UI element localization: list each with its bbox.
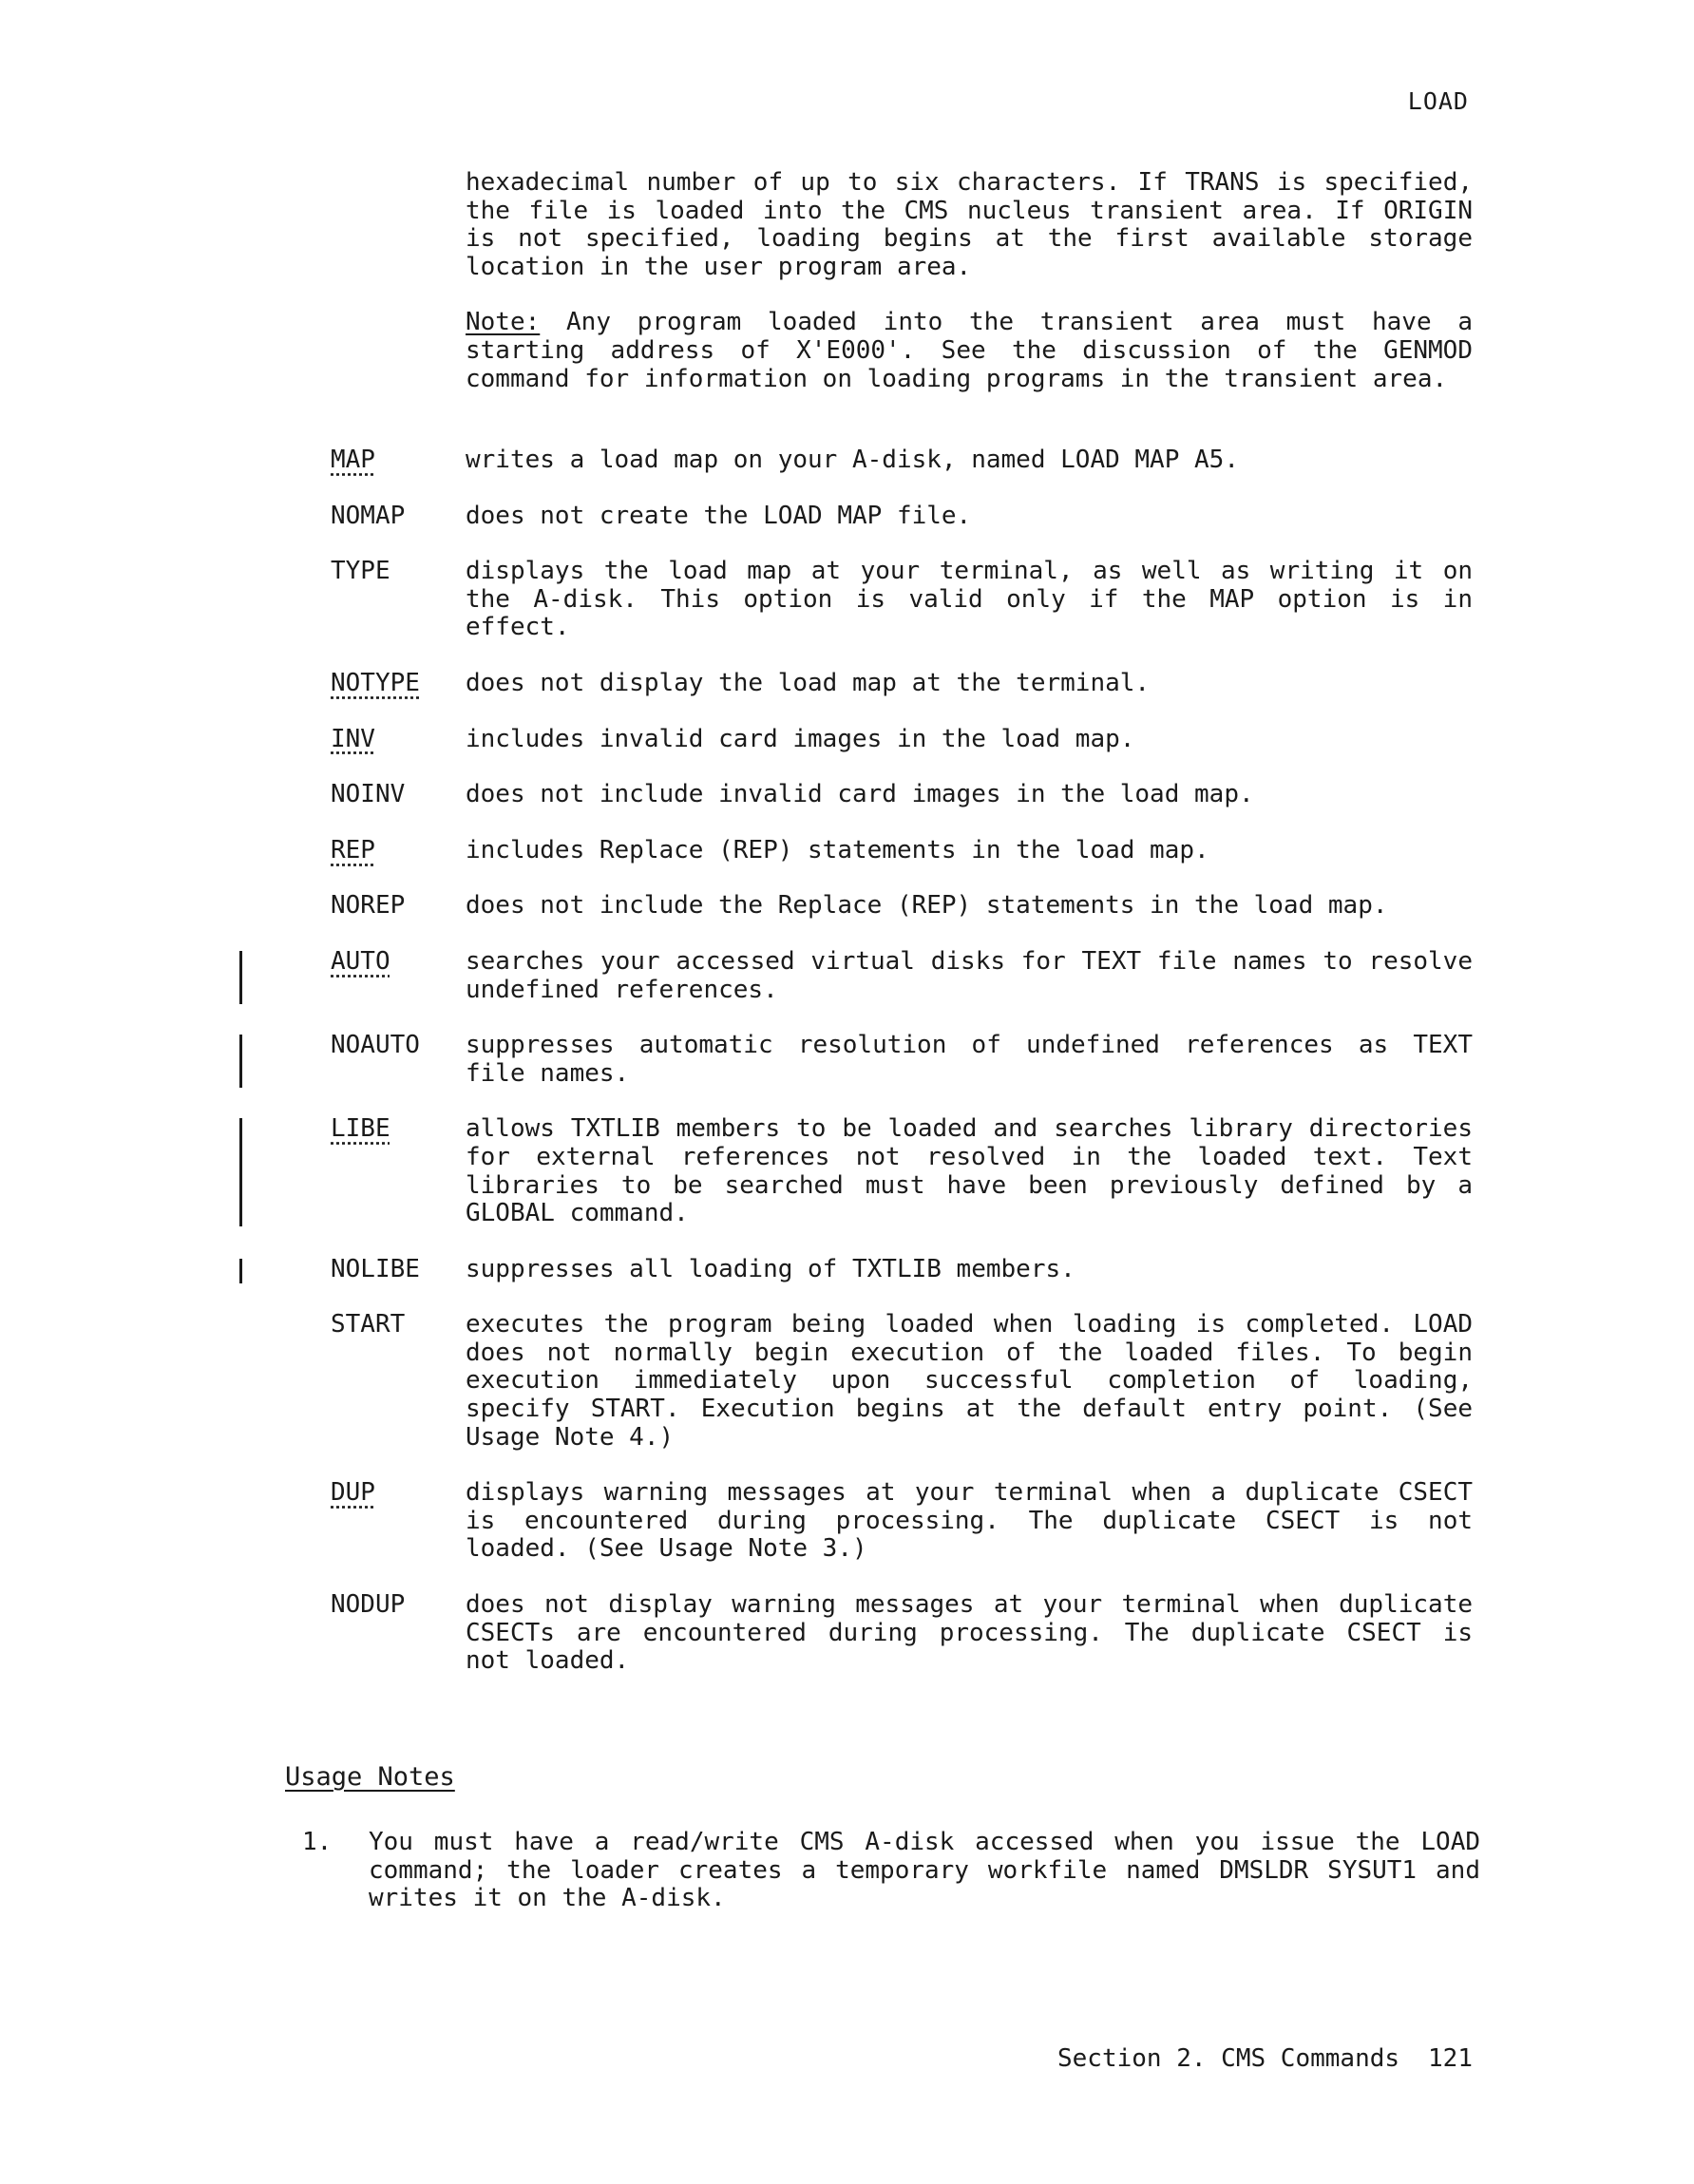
option-description: suppresses all loading of TXTLIB members. bbox=[466, 1254, 1075, 1283]
change-bar bbox=[239, 1259, 242, 1283]
intro-paragraph: hexadecimal number of up to six characters. If TRANS is specified, the file is loaded into the CMS nucleus transient area. If ORIGIN is not specified, loading begins at the first available storage location in the user program area. bbox=[466, 168, 1473, 281]
change-bar bbox=[239, 1118, 242, 1226]
option-description: does not include invalid card images in the load map. bbox=[466, 780, 1254, 809]
option-name: INV bbox=[331, 724, 375, 753]
option-name: DUP bbox=[331, 1478, 375, 1508]
option-name: AUTO bbox=[331, 946, 390, 976]
usage-note-item bbox=[302, 1829, 1480, 1913]
option-name: NOMAP bbox=[331, 501, 406, 530]
option-description: allows TXTLIB members to be loaded and searches library directories for external references not resolved in the loaded text. Text libraries to be searched must have been previously defined by a GLOBAL command. bbox=[466, 1114, 1473, 1228]
option-row bbox=[331, 1311, 1480, 1452]
option-row bbox=[331, 503, 1480, 531]
footer-section-title: Section 2. CMS Commands bbox=[1057, 2044, 1400, 2073]
option-description: displays the load map at your terminal, as well as writing it on the A-disk. This option is valid only if the MAP option is in effect. bbox=[466, 557, 1473, 642]
option-row bbox=[331, 1256, 1480, 1284]
usage-note-text: You must have a read/write CMS A-disk accessed when you issue the LOAD command; the loader creates a temporary workfile named DMSLDR SYSUT1 and writes it on the A-disk. bbox=[369, 1828, 1480, 1913]
intro-block bbox=[466, 169, 1473, 421]
option-description: does not display the load map at the terminal. bbox=[466, 668, 1151, 697]
option-name: TYPE bbox=[331, 557, 390, 586]
option-name: LIBE bbox=[331, 1114, 390, 1144]
usage-note-number: 1. bbox=[302, 1828, 333, 1856]
option-description: includes invalid card images in the load map. bbox=[466, 724, 1135, 753]
option-name: NOTYPE bbox=[331, 668, 420, 697]
option-row bbox=[331, 446, 1480, 475]
option-row bbox=[331, 1591, 1480, 1676]
option-row bbox=[331, 837, 1480, 865]
page-number: 121 bbox=[1428, 2044, 1473, 2073]
option-name: NOREP bbox=[331, 891, 406, 921]
option-name: NOINV bbox=[331, 780, 406, 809]
option-row bbox=[331, 1479, 1480, 1564]
option-description: does not include the Replace (REP) statements in the load map. bbox=[466, 891, 1388, 921]
change-bar bbox=[239, 1035, 242, 1088]
option-description: does not create the LOAD MAP file. bbox=[466, 501, 972, 530]
option-row bbox=[331, 892, 1480, 921]
option-description: displays warning messages at your terminal when a duplicate CSECT is encountered during processing. The duplicate CSECT is not loaded. (See Usage Note 3.) bbox=[466, 1478, 1473, 1564]
change-bar bbox=[239, 951, 242, 1004]
transient-note bbox=[466, 309, 1473, 393]
option-description: searches your accessed virtual disks for TEXT file names to resolve undefined references. bbox=[466, 946, 1473, 1004]
option-description: includes Replace (REP) statements in the load map. bbox=[466, 835, 1209, 864]
option-description: does not display warning messages at your terminal when duplicate CSECTs are encountered during processing. The duplicate CSECT is not loaded. bbox=[466, 1590, 1473, 1676]
option-row bbox=[331, 1115, 1480, 1227]
option-row bbox=[331, 670, 1480, 698]
option-name: START bbox=[331, 1310, 406, 1339]
option-row bbox=[331, 558, 1480, 642]
usage-notes-heading: Usage Notes bbox=[285, 1762, 455, 1792]
option-name: NOLIBE bbox=[331, 1254, 420, 1283]
usage-notes-list bbox=[302, 1829, 1480, 1913]
option-row bbox=[331, 948, 1480, 1004]
note-text: Any program loaded into the transient area must have a starting address of X'E000'. See the discussion of the GENMOD command for information on loading programs in the transient area. bbox=[466, 308, 1473, 393]
option-name: MAP bbox=[331, 446, 375, 474]
page-footer bbox=[1057, 2044, 1473, 2073]
option-row bbox=[331, 726, 1480, 754]
option-list bbox=[331, 446, 1480, 1703]
option-name: NOAUTO bbox=[331, 1031, 420, 1060]
option-description: suppresses automatic resolution of undefined references as TEXT file names. bbox=[466, 1031, 1473, 1088]
note-label: Note: bbox=[466, 308, 541, 337]
option-description: executes the program being loaded when loading is completed. LOAD does not normally begin execution of the loaded files. To begin execution immediately upon successful completion of loading, specify START. Execution begins at the default entry point. (See Usage Note 4.) bbox=[466, 1310, 1473, 1452]
running-header: LOAD bbox=[1407, 87, 1469, 115]
option-name: NODUP bbox=[331, 1590, 406, 1620]
option-row bbox=[331, 1032, 1480, 1088]
option-name: REP bbox=[331, 835, 375, 864]
option-row bbox=[331, 781, 1480, 809]
option-description: writes a load map on your A-disk, named LOAD MAP A5. bbox=[466, 446, 1239, 474]
